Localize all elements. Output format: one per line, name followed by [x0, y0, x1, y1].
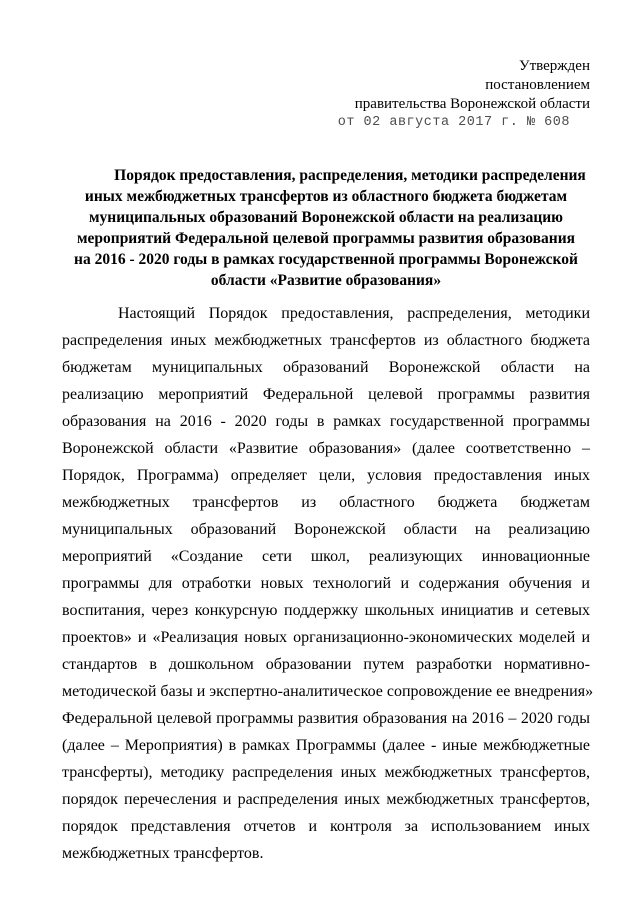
approval-block — [62, 57, 590, 132]
body-line: проектов» и «Реализация новых организационно-экономических моделей и — [62, 629, 590, 646]
body-line: бюджетам муниципальных образований Воронежской области на — [62, 359, 590, 376]
approval-line: постановлением — [485, 77, 590, 93]
body-line: методической базы и экспертно-аналитическое сопровождение ее внедрения» — [62, 683, 594, 700]
approval-date-stamp: от 02 августа 2017 г. № 608 — [337, 115, 570, 130]
title-line: муниципальных образований Воронежской области на реализацию — [88, 209, 564, 226]
body-line: муниципальных образований Воронежской области на реализацию — [62, 521, 590, 538]
title-line: иных межбюджетных трансфертов из областного бюджета бюджетам — [84, 188, 568, 205]
body-line: образования на 2016 - 2020 годы в рамках государственной программы — [62, 413, 590, 430]
body-line: порядок представления отчетов и контроля за использованием иных — [62, 818, 590, 835]
body-paragraph — [62, 300, 594, 867]
body-line: (далее – Мероприятия) в рамках Программы (далее - иные межбюджетные — [62, 737, 590, 754]
body-line: Воронежской области «Развитие образования» (далее соответственно – — [62, 440, 590, 457]
title-line: мероприятий Федеральной целевой программы развития образования — [76, 230, 576, 247]
body-line: Федеральной целевой программы развития образования на 2016 – 2020 годы — [62, 710, 590, 727]
document-title — [62, 165, 590, 291]
title-line: области «Развитие образования» — [210, 272, 442, 289]
body-line: Порядок, Программа) определяет цели, условия предоставления иных — [62, 467, 590, 484]
body-line: Настоящий Порядок предоставления, распределения, методики — [118, 305, 590, 322]
body-line: межбюджетных трансфертов из областного бюджета бюджетам — [62, 494, 590, 511]
body-line: мероприятий «Создание сети школ, реализующих инновационные — [62, 548, 590, 565]
body-line: стандартов в дошкольном образовании путем разработки нормативно- — [62, 656, 590, 673]
body-line: распределения иных межбюджетных трансфертов из областного бюджета — [62, 332, 590, 349]
body-line: межбюджетных трансфертов. — [62, 845, 264, 862]
title-line: на 2016 - 2020 годы в рамках государственной программы Воронежской — [74, 251, 578, 268]
body-line: порядок перечесления и распределения иных межбюджетных трансфертов, — [62, 791, 590, 808]
approval-line: правительства Воронежской области — [354, 96, 590, 112]
body-line: реализацию мероприятий Федеральной целевой программы развития — [62, 386, 590, 403]
approval-line: Утвержден — [518, 58, 590, 74]
body-line: программы для отработки новых технологий и содержания обучения и — [62, 575, 590, 592]
body-line: воспитания, через конкурсную поддержку школьных инициатив и сетевых — [62, 602, 590, 619]
title-line: Порядок предоставления, распределения, методики распределения — [114, 167, 586, 184]
body-line: трансферты), методику распределения иных межбюджетных трансфертов, — [62, 764, 590, 781]
